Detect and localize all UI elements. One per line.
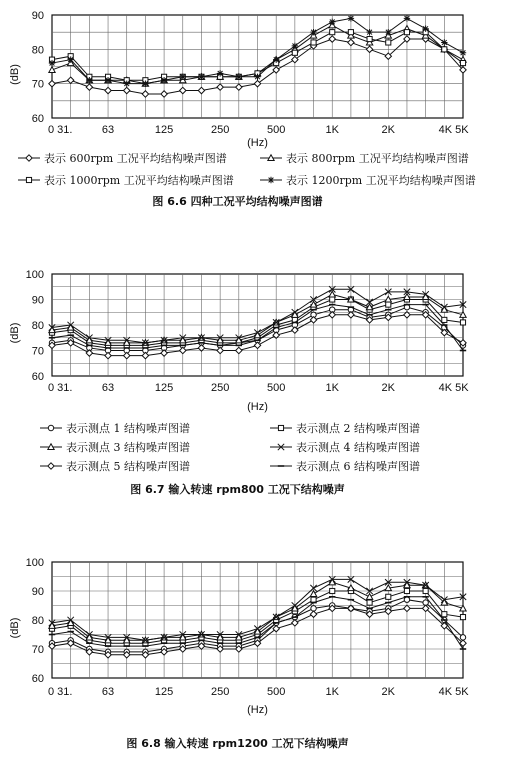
- x-tick-label: 0 31.: [48, 382, 73, 394]
- data-point: [348, 39, 354, 45]
- legend-entry: [40, 440, 190, 454]
- data-point: [311, 40, 316, 45]
- data-point: [273, 332, 279, 338]
- data-point: [67, 56, 73, 62]
- data-point: [49, 60, 55, 66]
- x-tick-label: 63: [101, 124, 115, 136]
- x-tick-label: 250: [210, 686, 230, 698]
- legend-label: 表示测点 3 结构噪声图谱: [66, 441, 190, 454]
- data-point: [180, 347, 186, 353]
- legend-marker: [278, 425, 283, 430]
- x-tick-label: 250: [210, 124, 230, 136]
- y-tick-label: 70: [31, 345, 44, 358]
- x-tick-label: 4K 5K: [438, 686, 469, 698]
- y-axis-unit: (dB): [9, 617, 21, 639]
- chart-2: [40, 274, 466, 473]
- data-point: [442, 612, 447, 617]
- y-tick-label: 70: [31, 78, 44, 91]
- legend-label: 表示 1000rpm 工况平均结构噪声图谱: [44, 174, 234, 187]
- figure-caption: 图 6.7 输入转速 rpm800 工况下结构噪声: [130, 483, 345, 496]
- x-tick-label: 4K 5K: [438, 382, 469, 394]
- data-point: [142, 352, 148, 358]
- legend-label: 表示测点 2 结构噪声图谱: [296, 422, 420, 435]
- data-point: [311, 597, 316, 602]
- data-point: [367, 600, 372, 605]
- x-tick-label: 2K: [381, 124, 396, 136]
- y-tick-label: 80: [31, 44, 44, 57]
- data-point: [198, 87, 204, 93]
- x-axis-unit: (Hz): [247, 704, 268, 716]
- data-point: [460, 615, 465, 620]
- y-tick-label: 80: [31, 320, 44, 332]
- figure-caption: 图 6.6 四种工况平均结构噪声图谱: [152, 195, 323, 208]
- data-point: [366, 46, 372, 52]
- data-point: [105, 77, 111, 83]
- legend-marker: [48, 463, 54, 469]
- data-point: [386, 302, 391, 307]
- y-axis-unit: (dB): [9, 64, 21, 85]
- legend-label: 表示测点 6 结构噪声图谱: [296, 460, 420, 473]
- data-point: [348, 312, 354, 318]
- chart-1: [18, 15, 476, 187]
- x-tick-label: 0 31.: [48, 124, 73, 136]
- data-point: [386, 594, 391, 599]
- legend-label: 表示 800rpm 工况平均结构噪声图谱: [286, 152, 469, 165]
- x-tick-label: 0 31.: [48, 686, 73, 698]
- legend-entry: [40, 421, 190, 435]
- x-tick-label: 1K: [325, 124, 339, 136]
- data-point: [330, 588, 335, 593]
- x-axis-unit: (Hz): [247, 401, 268, 413]
- x-tick-label: 2K: [381, 686, 396, 698]
- data-point: [105, 87, 111, 93]
- x-tick-label: 500: [267, 686, 286, 698]
- x-tick-label: 63: [101, 382, 115, 394]
- figure-caption: 图 6.8 输入转速 rpm1200 工况下结构噪声: [126, 737, 349, 750]
- legend-entry: [270, 421, 420, 435]
- data-point: [161, 91, 167, 97]
- y-tick-label: 60: [31, 113, 44, 125]
- data-point: [236, 347, 242, 353]
- data-point: [161, 77, 167, 83]
- data-point: [217, 84, 223, 90]
- legend-entry: [40, 459, 190, 473]
- data-point: [49, 80, 55, 86]
- data-point: [442, 47, 447, 52]
- legend-label: 表示测点 5 结构噪声图谱: [66, 460, 190, 473]
- data-point: [273, 56, 279, 62]
- data-point: [217, 347, 223, 353]
- data-point: [366, 29, 372, 35]
- data-point: [423, 588, 428, 593]
- data-point: [404, 30, 409, 35]
- x-tick-label: 63: [101, 686, 115, 698]
- chart-3: [49, 562, 466, 678]
- data-point: [442, 317, 447, 322]
- y-tick-label: 100: [25, 269, 44, 281]
- x-tick-label: 1K: [325, 686, 339, 698]
- data-point: [254, 74, 260, 80]
- legend-label: 表示测点 4 结构噪声图谱: [296, 441, 420, 454]
- x-tick-label: 1K: [325, 382, 339, 394]
- legend-marker: [48, 425, 53, 430]
- data-point: [460, 61, 465, 66]
- data-point: [292, 327, 298, 333]
- data-point: [86, 77, 92, 83]
- x-tick-label: 125: [154, 382, 174, 394]
- data-point: [254, 342, 260, 348]
- data-point: [310, 29, 316, 35]
- y-tick-label: 70: [31, 644, 44, 656]
- legend-marker: [26, 155, 32, 161]
- data-point: [105, 352, 111, 358]
- data-point: [404, 588, 409, 593]
- data-point: [330, 297, 335, 302]
- legend-label: 表示测点 1 结构噪声图谱: [66, 422, 190, 435]
- data-point: [292, 50, 297, 55]
- data-point: [310, 317, 316, 323]
- data-point: [422, 26, 428, 32]
- data-point: [404, 15, 410, 21]
- data-point: [180, 74, 186, 80]
- data-point: [236, 74, 242, 80]
- data-point: [310, 611, 316, 617]
- y-tick-label: 90: [31, 294, 44, 307]
- legend-entry: [18, 151, 227, 165]
- data-point: [161, 350, 167, 356]
- x-tick-label: 2K: [381, 382, 396, 394]
- data-point: [236, 84, 242, 90]
- data-point: [86, 84, 92, 90]
- data-point: [366, 594, 372, 600]
- legend-marker: [26, 177, 31, 182]
- x-tick-label: 4K 5K: [438, 124, 469, 136]
- y-tick-label: 90: [31, 586, 44, 598]
- data-point: [348, 30, 353, 35]
- data-point: [198, 74, 204, 80]
- x-tick-label: 500: [267, 124, 286, 136]
- data-point: [404, 312, 410, 318]
- data-point: [292, 43, 298, 49]
- data-point: [460, 50, 466, 56]
- legend-entry: [260, 173, 476, 187]
- legend-marker: [268, 177, 274, 183]
- data-point: [386, 40, 391, 45]
- legend-entry: [270, 459, 420, 473]
- data-point: [460, 320, 465, 325]
- y-tick-label: 80: [31, 615, 44, 627]
- data-point: [348, 15, 354, 21]
- data-point: [142, 80, 148, 86]
- y-tick-label: 100: [25, 557, 44, 569]
- data-point: [124, 80, 130, 86]
- legend-entry: [18, 173, 234, 187]
- legend-entry: [260, 151, 469, 165]
- data-point: [180, 87, 186, 93]
- y-tick-label: 60: [31, 371, 44, 383]
- data-point: [329, 19, 335, 25]
- legend-label: 表示 600rpm 工况平均结构噪声图谱: [44, 152, 227, 165]
- y-tick-label: 60: [31, 673, 44, 685]
- x-axis-unit: (Hz): [247, 137, 268, 149]
- y-axis-unit: (dB): [9, 322, 21, 344]
- data-point: [385, 29, 391, 35]
- data-point: [330, 30, 335, 35]
- data-point: [198, 345, 204, 351]
- data-point: [124, 352, 130, 358]
- data-point: [217, 70, 223, 76]
- data-point: [142, 91, 148, 97]
- data-point: [404, 605, 410, 611]
- data-point: [67, 77, 73, 83]
- data-point: [292, 620, 298, 626]
- data-point: [124, 87, 130, 93]
- x-tick-label: 125: [154, 686, 174, 698]
- x-tick-label: 500: [267, 382, 286, 394]
- data-point: [86, 350, 92, 356]
- data-point: [329, 36, 335, 42]
- x-tick-label: 125: [154, 124, 174, 136]
- data-point: [329, 312, 335, 318]
- legend-entry: [270, 440, 420, 454]
- data-point: [367, 36, 372, 41]
- y-tick-label: 90: [31, 10, 44, 22]
- data-point: [441, 39, 447, 45]
- legend-label: 表示 1200rpm 工况平均结构噪声图谱: [286, 174, 476, 187]
- data-point: [310, 591, 316, 597]
- x-tick-label: 250: [210, 382, 230, 394]
